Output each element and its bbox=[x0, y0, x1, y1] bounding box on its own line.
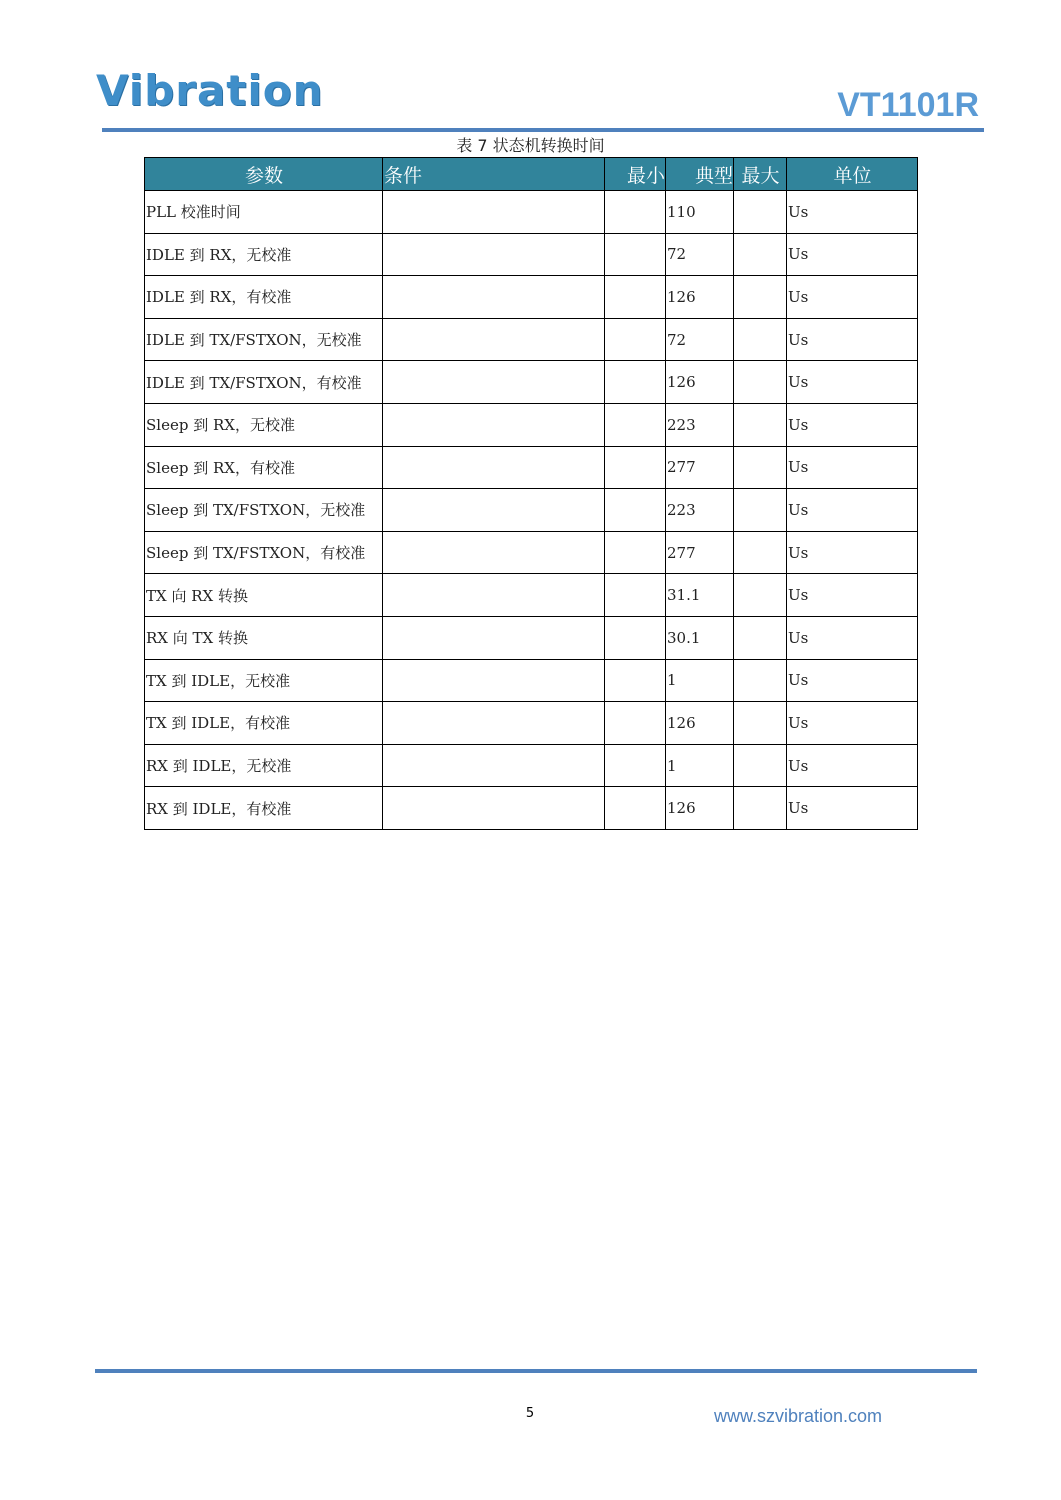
cell-condition bbox=[383, 702, 605, 745]
cell-typ: 72 bbox=[666, 233, 734, 276]
header-condition: 条件 bbox=[383, 158, 605, 191]
cell-parameter: Sleep 到 TX/FSTXON，无校准 bbox=[145, 489, 383, 532]
cell-typ: 277 bbox=[666, 446, 734, 489]
cell-parameter: Sleep 到 TX/FSTXON，有校准 bbox=[145, 531, 383, 574]
cell-unit: Us bbox=[787, 531, 918, 574]
cell-unit: Us bbox=[787, 702, 918, 745]
cell-parameter: RX 到 IDLE，无校准 bbox=[145, 744, 383, 787]
cell-parameter: IDLE 到 RX，无校准 bbox=[145, 233, 383, 276]
table-row bbox=[145, 574, 918, 617]
cell-parameter: PLL 校准时间 bbox=[145, 191, 383, 234]
cell-max bbox=[734, 702, 787, 745]
cell-typ: 30.1 bbox=[666, 616, 734, 659]
cell-unit: Us bbox=[787, 574, 918, 617]
cell-max bbox=[734, 659, 787, 702]
cell-typ: 31.1 bbox=[666, 574, 734, 617]
cell-parameter: Sleep 到 RX，有校准 bbox=[145, 446, 383, 489]
cell-typ: 126 bbox=[666, 787, 734, 830]
header-unit: 单位 bbox=[787, 158, 918, 191]
cell-max bbox=[734, 616, 787, 659]
table-row bbox=[145, 531, 918, 574]
cell-condition bbox=[383, 318, 605, 361]
table-row bbox=[145, 659, 918, 702]
website-link[interactable]: www.szvibration.com bbox=[714, 1406, 883, 1426]
cell-max bbox=[734, 276, 787, 319]
cell-max bbox=[734, 233, 787, 276]
cell-unit: Us bbox=[787, 361, 918, 404]
cell-max bbox=[734, 574, 787, 617]
cell-unit: Us bbox=[787, 403, 918, 446]
table-row bbox=[145, 361, 918, 404]
cell-unit: Us bbox=[787, 233, 918, 276]
cell-max bbox=[734, 446, 787, 489]
cell-max bbox=[734, 361, 787, 404]
cell-parameter: IDLE 到 TX/FSTXON，无校准 bbox=[145, 318, 383, 361]
cell-parameter: TX 到 IDLE，有校准 bbox=[145, 702, 383, 745]
table-row bbox=[145, 616, 918, 659]
cell-typ: 223 bbox=[666, 403, 734, 446]
cell-max bbox=[734, 787, 787, 830]
cell-typ: 126 bbox=[666, 276, 734, 319]
cell-max bbox=[734, 744, 787, 787]
table-header-row bbox=[145, 158, 918, 191]
cell-typ: 223 bbox=[666, 489, 734, 532]
cell-condition bbox=[383, 489, 605, 532]
cell-condition bbox=[383, 191, 605, 234]
cell-min bbox=[605, 446, 666, 489]
table-row bbox=[145, 744, 918, 787]
cell-condition bbox=[383, 659, 605, 702]
cell-typ: 277 bbox=[666, 531, 734, 574]
state-transition-table bbox=[144, 157, 918, 830]
cell-unit: Us bbox=[787, 616, 918, 659]
cell-parameter: RX 到 IDLE，有校准 bbox=[145, 787, 383, 830]
product-name: VT1101R bbox=[837, 86, 979, 124]
table-row bbox=[145, 787, 918, 830]
cell-min bbox=[605, 744, 666, 787]
table-row bbox=[145, 191, 918, 234]
cell-condition bbox=[383, 744, 605, 787]
header-divider bbox=[102, 128, 984, 132]
cell-min bbox=[605, 531, 666, 574]
cell-condition bbox=[383, 276, 605, 319]
header-max: 最大 bbox=[734, 158, 787, 191]
cell-parameter: TX 到 IDLE，无校准 bbox=[145, 659, 383, 702]
brand-logo: Vibration bbox=[96, 66, 324, 115]
cell-min bbox=[605, 659, 666, 702]
cell-max bbox=[734, 403, 787, 446]
cell-max bbox=[734, 531, 787, 574]
cell-unit: Us bbox=[787, 787, 918, 830]
cell-typ: 1 bbox=[666, 659, 734, 702]
cell-min bbox=[605, 403, 666, 446]
cell-unit: Us bbox=[787, 446, 918, 489]
header-typ: 典型 bbox=[666, 158, 734, 191]
cell-typ: 72 bbox=[666, 318, 734, 361]
cell-typ: 1 bbox=[666, 744, 734, 787]
cell-condition bbox=[383, 616, 605, 659]
cell-min bbox=[605, 276, 666, 319]
cell-max bbox=[734, 318, 787, 361]
cell-condition bbox=[383, 361, 605, 404]
cell-max bbox=[734, 191, 787, 234]
cell-min bbox=[605, 574, 666, 617]
table-row bbox=[145, 403, 918, 446]
cell-unit: Us bbox=[787, 659, 918, 702]
header-parameter: 参数 bbox=[145, 158, 383, 191]
cell-condition bbox=[383, 403, 605, 446]
table-row bbox=[145, 318, 918, 361]
cell-parameter: RX 向 TX 转换 bbox=[145, 616, 383, 659]
cell-min bbox=[605, 361, 666, 404]
table-caption: 表 7 状态机转换时间 bbox=[456, 136, 605, 155]
cell-parameter: Sleep 到 RX，无校准 bbox=[145, 403, 383, 446]
cell-typ: 110 bbox=[666, 191, 734, 234]
cell-unit: Us bbox=[787, 318, 918, 361]
page-number: 5 bbox=[525, 1406, 535, 1421]
cell-unit: Us bbox=[787, 276, 918, 319]
cell-parameter: IDLE 到 RX，有校准 bbox=[145, 276, 383, 319]
header-min: 最小 bbox=[605, 158, 666, 191]
cell-typ: 126 bbox=[666, 361, 734, 404]
cell-parameter: IDLE 到 TX/FSTXON，有校准 bbox=[145, 361, 383, 404]
table-row bbox=[145, 276, 918, 319]
cell-min bbox=[605, 489, 666, 532]
table-row bbox=[145, 233, 918, 276]
cell-unit: Us bbox=[787, 191, 918, 234]
cell-typ: 126 bbox=[666, 702, 734, 745]
table-row bbox=[145, 702, 918, 745]
cell-condition bbox=[383, 574, 605, 617]
cell-max bbox=[734, 489, 787, 532]
cell-unit: Us bbox=[787, 489, 918, 532]
cell-condition bbox=[383, 233, 605, 276]
cell-min bbox=[605, 616, 666, 659]
cell-unit: Us bbox=[787, 744, 918, 787]
cell-parameter: TX 向 RX 转换 bbox=[145, 574, 383, 617]
cell-min bbox=[605, 191, 666, 234]
cell-min bbox=[605, 233, 666, 276]
table-row bbox=[145, 489, 918, 532]
cell-condition bbox=[383, 531, 605, 574]
cell-min bbox=[605, 702, 666, 745]
cell-min bbox=[605, 787, 666, 830]
cell-condition bbox=[383, 446, 605, 489]
table-row bbox=[145, 446, 918, 489]
cell-condition bbox=[383, 787, 605, 830]
cell-min bbox=[605, 318, 666, 361]
footer-divider bbox=[95, 1369, 977, 1373]
